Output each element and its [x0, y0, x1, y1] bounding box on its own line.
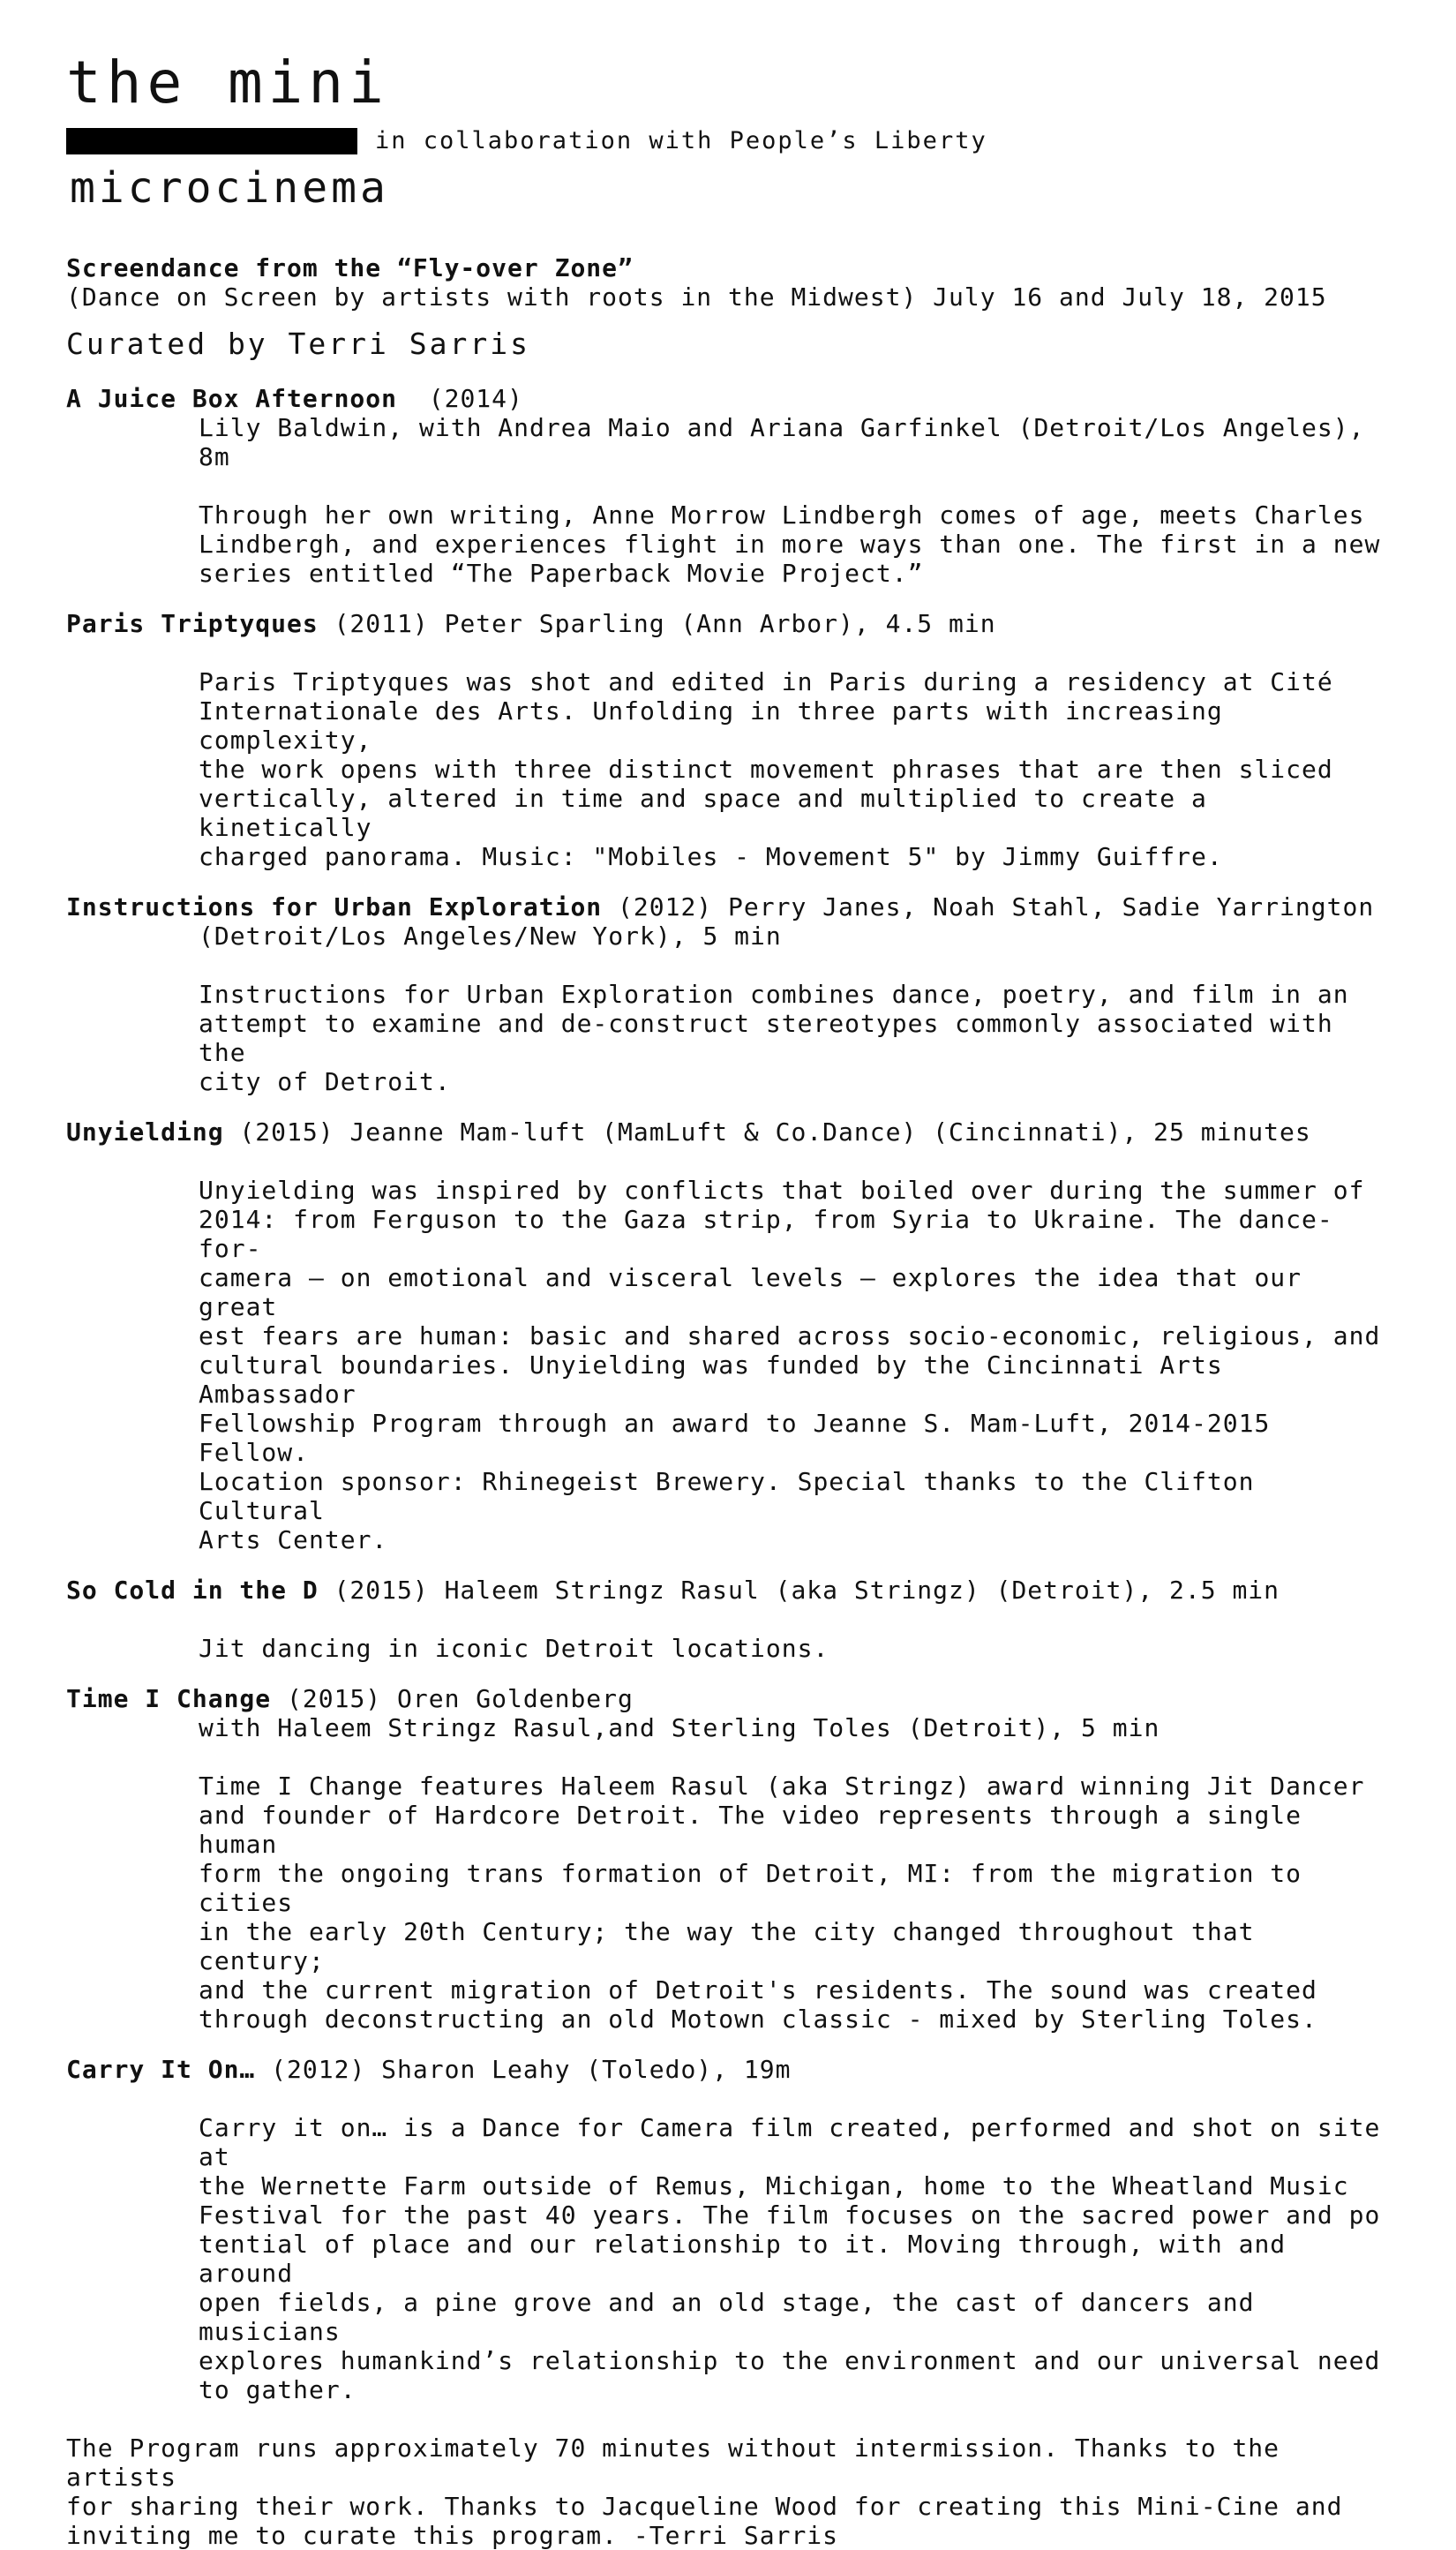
film-credit-continued: Lily Baldwin, with Andrea Maio and Ariana Garfinkel (Detroit/Los Angeles), 8m	[199, 413, 1365, 471]
logo	[66, 51, 1390, 213]
film-heading	[66, 1684, 1390, 1713]
film-heading	[66, 609, 1390, 638]
film-title: A Juice Box Afternoon	[66, 384, 398, 413]
film-description: Instructions for Urban Exploration combines dance, poetry, and film in an attempt to examine and de-construct stereotypes commonly associated with the city of Detroit.	[199, 980, 1349, 1096]
film-title: Carry It On…	[66, 2055, 256, 2084]
logo-row	[66, 127, 1390, 154]
program-title: Screendance from the “Fly-over Zone”	[66, 253, 634, 282]
film-heading	[66, 1576, 1390, 1605]
film-credit: (2015) Oren Goldenberg	[271, 1684, 634, 1713]
collaboration-text: in collaboration with People’s Liberty	[375, 127, 987, 154]
film-credit: (2011) Peter Sparling (Ann Arbor), 4.5 min	[318, 609, 996, 638]
logo-line-2: microcinema	[70, 163, 389, 213]
film-description: Time I Change features Haleem Rasul (aka Stringz) award winning Jit Dancer and founder of Hardcore Detroit. The video represents through a single human form the ongoing trans formation of Detroit, MI: from the migration to cities in the early 20th Century; the way the city changed throughout that century; and the current migration of Detroit's residents. The sound was created through deconstructing an old Motown classic - mixed by Sterling Toles.	[199, 1771, 1365, 2034]
film-title: So Cold in the D	[66, 1576, 319, 1605]
film-entry	[66, 1684, 1390, 2034]
curator-line: Curated by Terri Sarris	[66, 327, 530, 361]
film-heading	[66, 1117, 1390, 1147]
program-subtitle: (Dance on Screen by artists with roots in the Midwest) July 16 and July 18, 2015	[66, 282, 1327, 312]
film-credit-continued: (Detroit/Los Angeles/New York), 5 min	[199, 921, 782, 951]
logo-bar	[66, 128, 357, 154]
film-description: Through her own writing, Anne Morrow Lindbergh comes of age, meets Charles Lindbergh, and experiences flight in more ways than one. The first in a new series entitled “The Paperback Movie Project.”	[199, 500, 1381, 588]
film-title: Time I Change	[66, 1684, 272, 1713]
film-credit: (2015) Jeanne Mam-luft (MamLuft & Co.Dance) (Cincinnati), 25 minutes	[223, 1117, 1311, 1147]
film-heading	[66, 384, 1390, 413]
film-heading	[66, 892, 1390, 921]
film-description: Jit dancing in iconic Detroit locations.	[199, 1634, 829, 1663]
film-entry	[66, 892, 1390, 1096]
film-credit: (2015) Haleem Stringz Rasul (aka Stringz) (Detroit), 2.5 min	[318, 1576, 1280, 1605]
film-entry	[66, 1576, 1390, 1663]
logo-line-1: the mini	[66, 49, 389, 117]
film-credit-continued: with Haleem Stringz Rasul,and Sterling Toles (Detroit), 5 min	[199, 1713, 1160, 1742]
film-credit: (2012) Perry Janes, Noah Stahl, Sadie Yarrington	[602, 892, 1375, 921]
film-description: Carry it on… is a Dance for Camera film created, performed and shot on site at the Wernette Farm outside of Remus, Michigan, home to the Wheatland Music Festival for the past 40 years. The film focuses on the sacred power and po tential of place and our relationship to it. Moving through, with and around open fields, a pine grove and an old stage, the cast of dancers and musicians explores humankind’s relationship to the environment and our universal need to gather.	[199, 2113, 1381, 2404]
film-entry	[66, 609, 1390, 871]
film-credit: (2014)	[397, 384, 523, 413]
film-entry	[66, 1117, 1390, 1554]
film-description: Paris Triptyques was shot and edited in Paris during a residency at Cité Internationale des Arts. Unfolding in three parts with increasing complexity, the work opens with three distinct movement phrases that are then sliced vertically, altered in time and space and multiplied to create a kinetically charged panorama. Music: "Mobiles - Movement 5" by Jimmy Guiffre.	[199, 667, 1333, 871]
program-footer: The Program runs approximately 70 minutes without intermission. Thanks to the artists for sharing their work. Thanks to Jacqueline Wood for creating this Mini-Cine and inviting me to curate this program. -Terri Sarris	[66, 2433, 1343, 2550]
film-heading	[66, 2055, 1390, 2084]
film-title: Unyielding	[66, 1117, 224, 1147]
film-credit: (2012) Sharon Leahy (Toledo), 19m	[255, 2055, 792, 2084]
film-title: Instructions for Urban Exploration	[66, 892, 603, 921]
film-title: Paris Triptyques	[66, 609, 319, 638]
film-description: Unyielding was inspired by conflicts that boiled over during the summer of 2014: from Ferguson to the Gaza strip, from Syria to Ukraine. The dance-for- camera — on emotional and visceral levels — explores the idea that our great est fears are human: basic and shared across socio-economic, religious, and cultural boundaries. Unyielding was funded by the Cincinnati Arts Ambassador Fellowship Program through an award to Jeanne S. Mam-Luft, 2014-2015 Fellow. Location sponsor: Rhinegeist Brewery. Special thanks to the Clifton Cultural Arts Center.	[199, 1176, 1381, 1554]
program-page	[66, 51, 1390, 2550]
film-entry	[66, 384, 1390, 588]
film-entry	[66, 2055, 1390, 2404]
